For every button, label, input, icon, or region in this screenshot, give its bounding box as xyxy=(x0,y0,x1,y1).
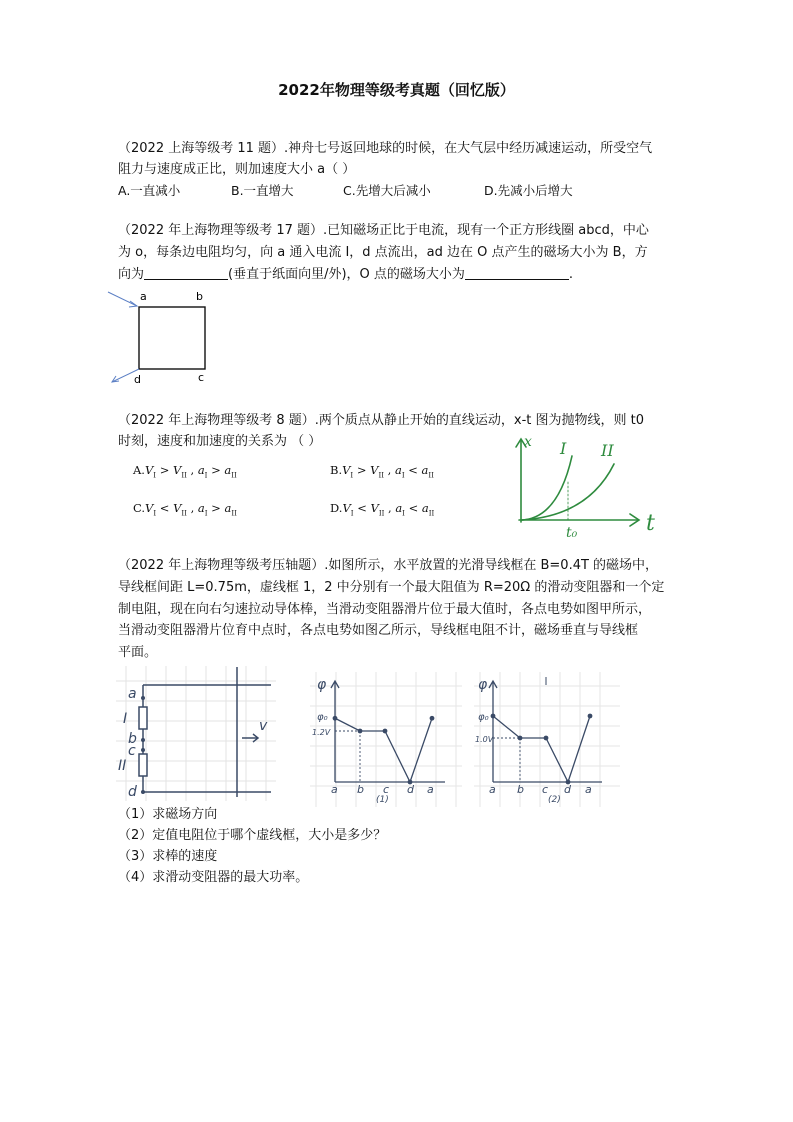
graph1-tick-a2: a xyxy=(427,783,434,796)
vertex-label-a: a xyxy=(140,290,147,303)
potential-point-0 xyxy=(333,716,338,721)
graph1-tick-a: a xyxy=(331,783,338,796)
potential-point-1 xyxy=(358,729,363,734)
node-label-b: b xyxy=(128,731,137,747)
box-label-I: I xyxy=(123,711,128,727)
xt-graph xyxy=(508,430,676,540)
graph2-level-label: 1.0V xyxy=(475,735,494,744)
curve-I-label: I xyxy=(560,439,567,458)
graph2-tick-b: b xyxy=(517,783,524,796)
graph1-level-label: 1.2V xyxy=(312,728,331,737)
q1-option-c: C.先增大后减小 xyxy=(343,183,431,198)
node-label-a: a xyxy=(128,686,137,702)
q2-line-3-start: 向为 xyxy=(118,267,145,282)
q1-line-2: 阻力与速度成正比，则加速度大小 a（ ） xyxy=(118,162,356,177)
q4-sub-3: （3）求棒的速度 xyxy=(118,849,218,864)
potential-graph-2 xyxy=(474,672,620,807)
q4-line-4: 当滑动变阻器滑片位育中点时，各点电势如图乙所示，导线框电阻不计，磁场垂直与导线框 xyxy=(118,623,639,638)
circuit-diagram xyxy=(116,666,276,801)
q3-option-b: $B.V_I > V_{II}$ , $a_I < a_{II}$ xyxy=(330,463,434,480)
q2-line-2: 为 o，每条边电阻均匀，向 a 通入电流 I，d 点流出，ad 边在 O 点产生的磁场大小为 B，方 xyxy=(118,245,648,260)
potential-point-4 xyxy=(430,716,435,721)
q4-line-2: 导线框间距 L=0.75m，虚线框 1，2 中分别有一个最大阻值为 R=20Ω 的滑动变阻器和一个定 xyxy=(118,580,665,595)
q3-line-1: （2022 年上海物理等级考 8 题）.两个质点从静止开始的直线运动，x-t 图为抛物线，则 t0 xyxy=(118,413,644,428)
node-label-c: c xyxy=(128,743,136,759)
answer-blank-direction xyxy=(144,265,228,280)
graph2-tick-c: c xyxy=(542,783,549,796)
vertex-label-c: c xyxy=(198,371,205,384)
graph2-y-label: φ xyxy=(478,677,488,693)
q2-line-3-middle: (垂直于纸面向里/外)，O 点的磁场大小为 xyxy=(228,267,465,282)
q4-line-3: 制电阻，现在向右匀速拉动导体棒，当滑动变阻器滑片位于最大值时，各点电势如图甲所示， xyxy=(118,602,652,617)
q4-sub-1: （1）求磁场方向 xyxy=(118,807,218,822)
q1-option-a: A.一直减小 xyxy=(118,183,181,198)
graph2-caption: (2) xyxy=(548,795,561,805)
graph2-points xyxy=(491,714,593,785)
coil-square xyxy=(139,307,205,369)
vertex-label-d: d xyxy=(134,373,141,386)
graph1-tick-b: b xyxy=(357,783,364,796)
q2-line-3 xyxy=(118,264,678,285)
q2-line-1: （2022 年上海物理等级考 17 题）.已知磁场正比于电流，现有一个正方形线圈 abcd，中心 xyxy=(118,223,649,238)
graph1-tick-d: d xyxy=(407,783,414,796)
box-label-II: II xyxy=(118,758,127,774)
graph2-tick-d: d xyxy=(564,783,571,796)
q2-line-3-end: . xyxy=(568,267,574,282)
q3-option-c: $C.V_I < V_{II}$ , $a_I > a_{II}$ xyxy=(133,501,237,518)
q1-option-b: B.一直增大 xyxy=(231,183,294,198)
graph1-phi0-label: φ₀ xyxy=(317,712,328,723)
q3-option-a: $A.V_I > V_{II}$ , $a_I > a_{II}$ xyxy=(133,463,237,480)
resistor-box-II xyxy=(139,754,147,776)
current-in-arrow xyxy=(108,292,137,306)
q1-option-d: D.先减小后增大 xyxy=(484,183,573,198)
potential-point-1 xyxy=(518,736,523,741)
page-title: 2022年物理等级考真题（回忆版） xyxy=(278,81,515,99)
curve-II-label: II xyxy=(601,441,614,460)
potential-point-2 xyxy=(383,729,388,734)
potential-point-2 xyxy=(544,736,549,741)
graph-y-label: x xyxy=(524,434,532,450)
q4-sub-4: （4）求滑动变阻器的最大功率。 xyxy=(118,870,309,885)
q4-line-5: 平面。 xyxy=(118,645,158,660)
resistor-box-I xyxy=(139,707,147,729)
graph2-tick-a: a xyxy=(489,783,496,796)
graph1-y-label: φ xyxy=(317,677,327,693)
potential-point-0 xyxy=(491,714,496,719)
square-coil-diagram xyxy=(104,286,224,386)
q4-sub-2: （2）定值电阻位于哪个虚线框，大小是多少？ xyxy=(118,828,387,843)
q1-line-1: （2022 上海等级考 11 题）.神舟七号返回地球的时候，在大气层中经历减速运动，所受空气 xyxy=(118,141,653,156)
velocity-label: v xyxy=(259,718,268,734)
graph1-potential-line xyxy=(335,718,432,782)
graph2-phi0-label: φ₀ xyxy=(478,712,489,723)
graph2-tick-a2: a xyxy=(585,783,592,796)
answer-blank-magnitude xyxy=(465,265,569,280)
q3-line-2: 时刻，速度和加速度的关系为 （ ） xyxy=(118,434,322,449)
q4-line-1: （2022 年上海物理等级考压轴题）.如图所示，水平放置的光滑导线框在 B=0.4T 的磁场中， xyxy=(118,558,659,573)
graph1-caption: (1) xyxy=(376,795,389,805)
t0-label: t₀ xyxy=(566,525,578,540)
vertex-label-b: b xyxy=(196,290,203,303)
potential-point-4 xyxy=(588,714,593,719)
graph1-tick-c: c xyxy=(383,783,390,796)
node-label-d: d xyxy=(128,784,137,800)
potential-graph-1 xyxy=(310,672,462,807)
graph-x-label: t xyxy=(646,511,655,536)
q3-option-d: $D.V_I < V_{II}$ , $a_I < a_{II}$ xyxy=(330,501,435,518)
